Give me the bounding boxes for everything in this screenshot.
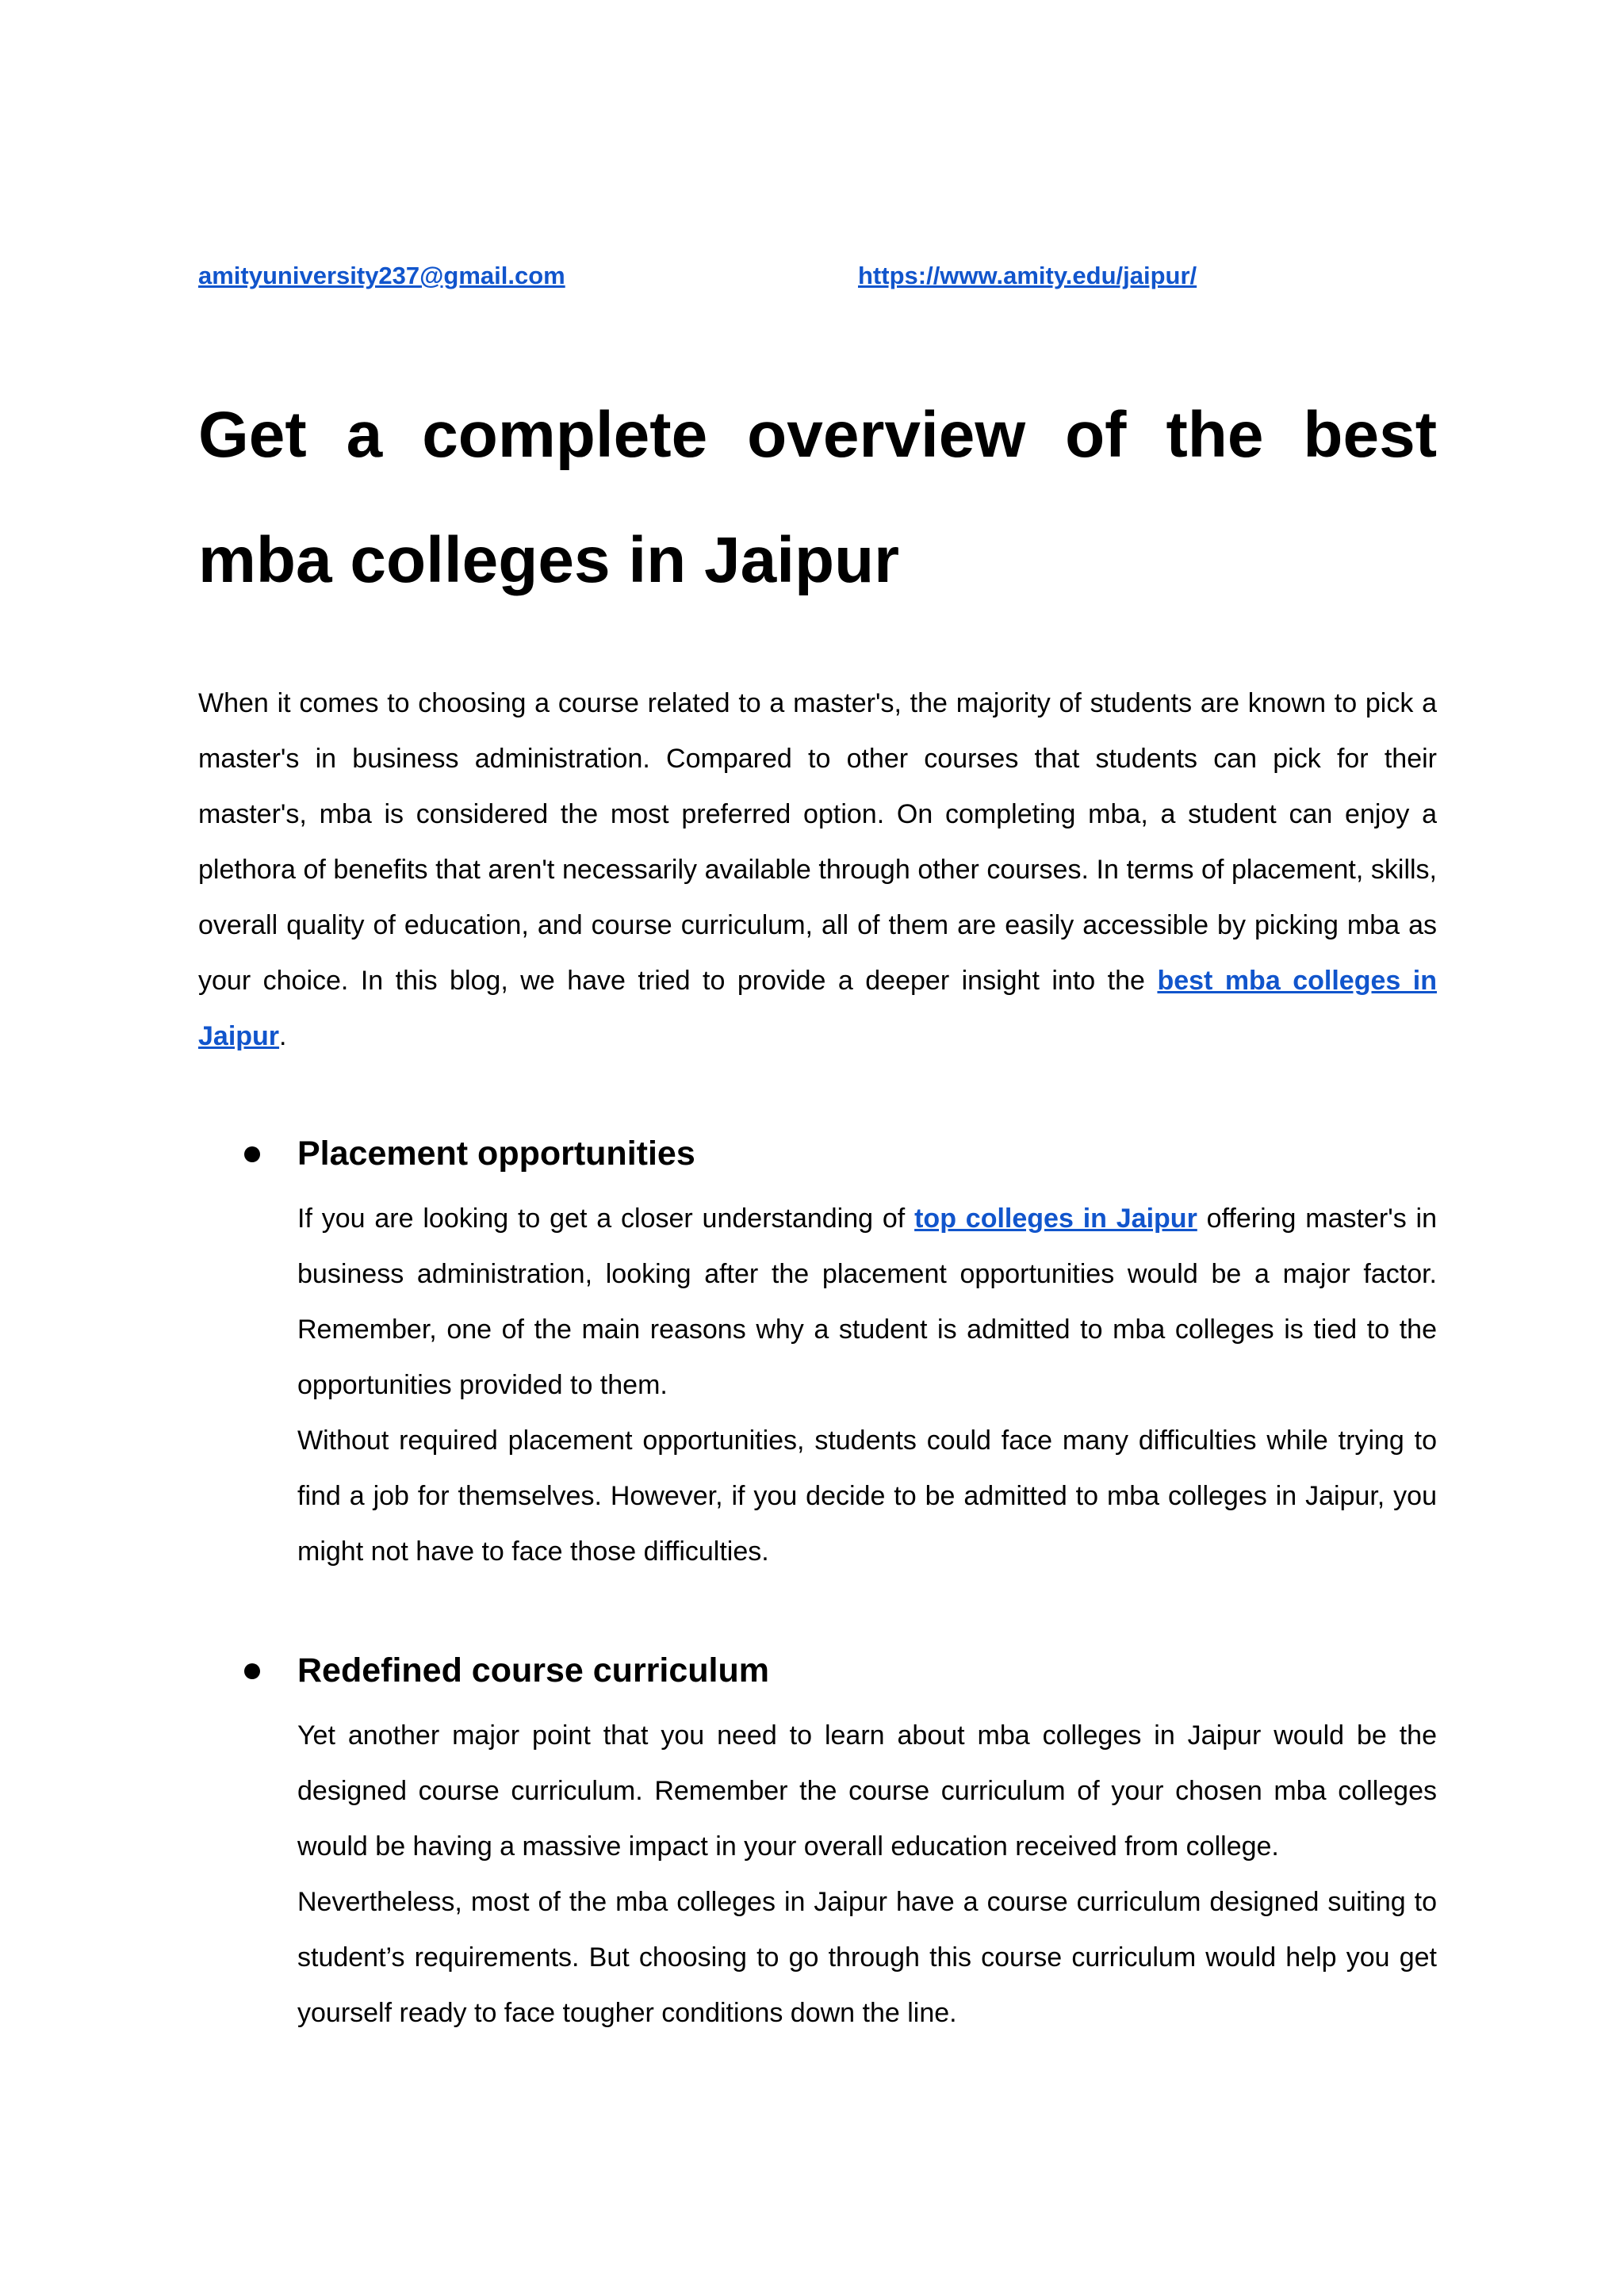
- section-paragraph: Yet another major point that you need to learn about mba colleges in Jaipur would be the designed course curriculum. Remember the course curriculum of your chosen mba colleges would be having a massive impact in your overall education received from college.: [297, 1720, 1437, 1862]
- section-body: [297, 1191, 1437, 1579]
- intro-text: When it comes to choosing a course related to a master's, the majority of students are known to pick a master's in business administration. Compared to other courses that students can pick for their master's, mba is considered the most preferred option. On completing mba, a student can enjoy a plethora of benefits that aren't necessarily available through other courses. In terms of placement, skills, overall quality of education, and course curriculum, all of them are easily accessible by picking mba as your choice. In this blog, we have tried to provide a deeper insight into the: [198, 688, 1437, 996]
- section-heading-text: Redefined course curriculum: [297, 1651, 769, 1689]
- intro-text-end: .: [279, 1021, 287, 1051]
- top-colleges-link[interactable]: top colleges in Jaipur: [914, 1203, 1197, 1234]
- email-link[interactable]: amityuniversity237@gmail.com: [198, 262, 565, 289]
- intro-paragraph: [198, 675, 1437, 1064]
- section-redefined-course-curriculum: [198, 1643, 1437, 2041]
- section-heading: [198, 1126, 1437, 1191]
- section-heading-text: Placement opportunities: [297, 1135, 695, 1173]
- section-paragraph: Nevertheless, most of the mba colleges in Jaipur have a course curriculum designed suiting to student’s requirements. But choosing to go through this course curriculum would help you get yourself ready to face tougher conditions down the line.: [297, 1887, 1437, 2028]
- best-mba-colleges-link[interactable]: best mba colleges in Jaipur: [198, 966, 1437, 1051]
- page-title: Get a complete overview of the best mba colleges in Jaipur: [198, 399, 1437, 596]
- paragraph-text: offering master's in business administration, looking after the placement opportunities would be a major factor. Remember, one of the main reasons why a student is admitted to mba colleges is tied to the opportunities provided to them.: [297, 1203, 1437, 1400]
- section-heading: [198, 1643, 1437, 1708]
- paragraph-text: If you are looking to get a closer understanding of: [297, 1203, 915, 1234]
- bullet-icon: [244, 1663, 260, 1679]
- website-link[interactable]: https://www.amity.edu/jaipur/: [858, 262, 1197, 289]
- section-paragraph: Without required placement opportunities, students could face many difficulties while trying to find a job for themselves. However, if you decide to be admitted to mba colleges in Jaipur, you might not have to face those difficulties.: [297, 1425, 1437, 1567]
- section-body: [297, 1708, 1437, 2041]
- header-links: [198, 262, 1435, 301]
- section-placement-opportunities: [198, 1126, 1437, 1579]
- section-paragraph: [297, 1191, 1437, 1413]
- bullet-icon: [244, 1146, 260, 1162]
